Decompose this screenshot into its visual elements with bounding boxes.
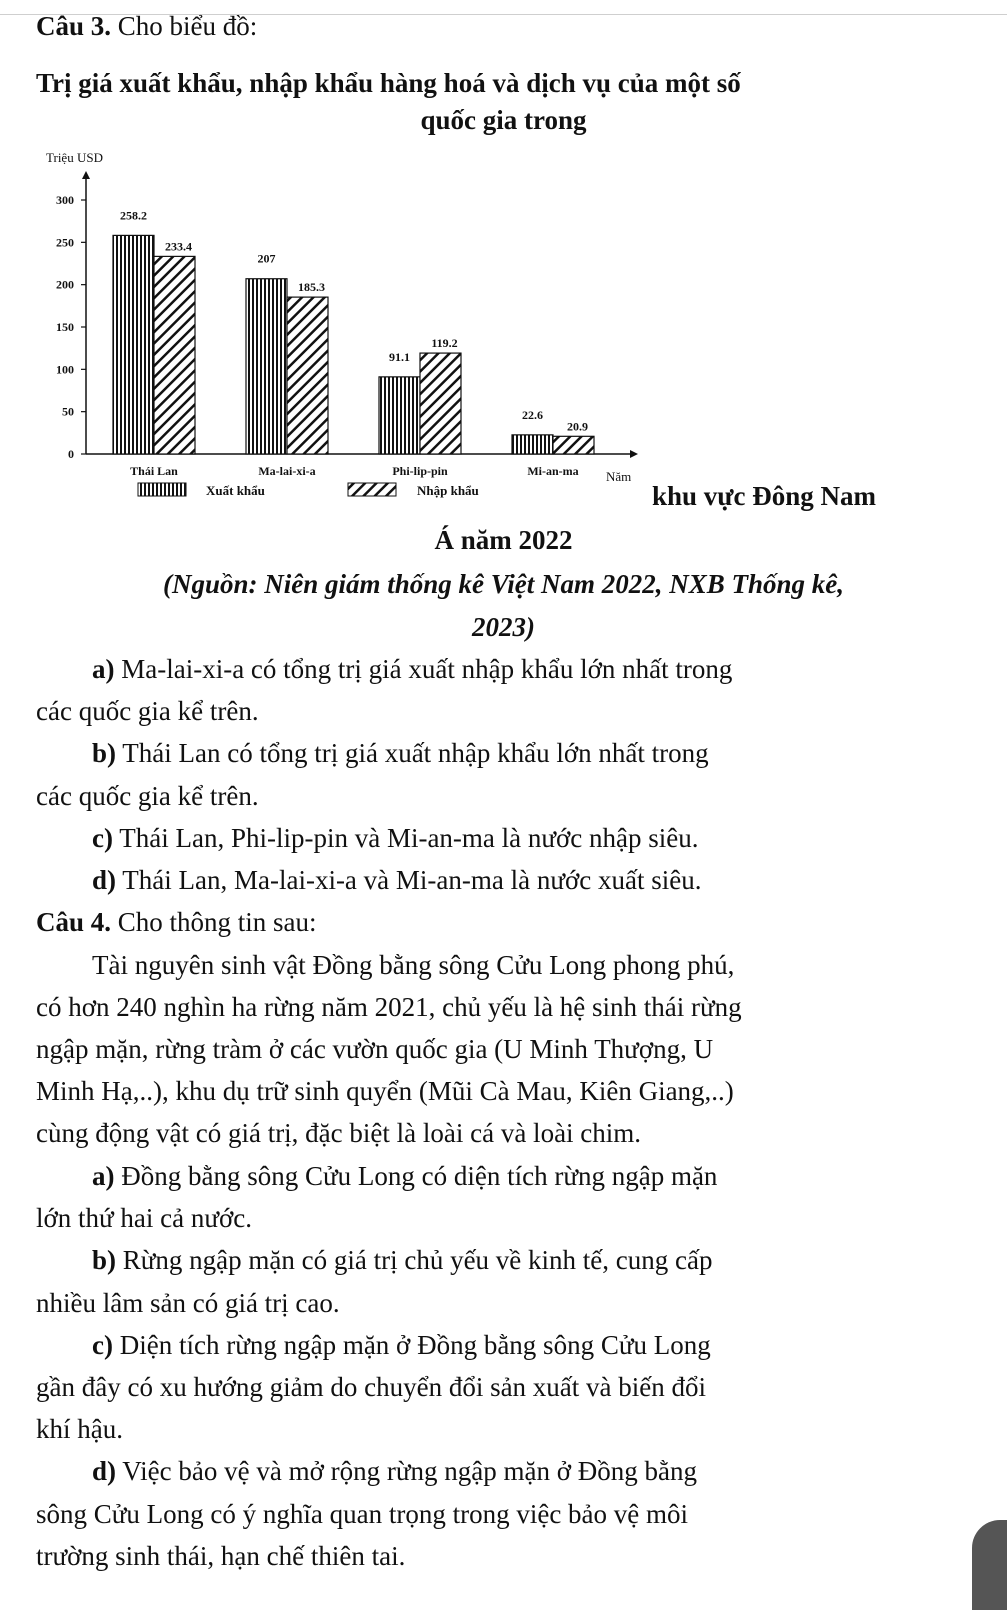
q4-d-label: d) xyxy=(92,1456,117,1486)
bar-value-label: 20.9 xyxy=(567,419,588,434)
q4-option-d-cont-2: trường sinh thái, hạn chế thiên tai. xyxy=(36,1541,406,1571)
source-line-1: (Nguồn: Niên giám thống kê Việt Nam 2022, NXB Thống kê, xyxy=(162,569,845,599)
q3-option-b-cont: các quốc gia kể trên. xyxy=(36,781,259,811)
q4-option-d-cont-1: sông Cửu Long có ý nghĩa quan trọng trong việc bảo vệ môi xyxy=(36,1499,689,1529)
q3-a-label: a) xyxy=(92,654,115,684)
page-corner-shadow xyxy=(972,1520,1007,1610)
chart-title-line-2: quốc gia trong xyxy=(420,105,587,135)
q3-option-c xyxy=(92,822,699,854)
legend-swatch-xuat-khau xyxy=(138,483,186,496)
bar-value-label: 119.2 xyxy=(431,336,458,351)
q4-a-text: Đồng bằng sông Cửu Long có diện tích rừng ngập mặn xyxy=(114,1161,718,1191)
q4-heading xyxy=(36,906,317,938)
y-tick-label: 100 xyxy=(56,362,74,377)
source-line-2: 2023) xyxy=(472,612,535,642)
y-tick-label: 250 xyxy=(56,235,74,250)
bar-nhap-khau xyxy=(420,353,461,454)
q4-option-d xyxy=(92,1455,697,1487)
q4-option-c-cont-2: khí hậu. xyxy=(36,1414,123,1444)
q3-a-text: Ma-lai-xi-a có tổng trị giá xuất nhập khẩu lớn nhất trong xyxy=(114,654,733,684)
bar-xuat-khau xyxy=(379,377,420,454)
x-category-label: Ma-lai-xi-a xyxy=(258,464,316,478)
y-tick-label: 150 xyxy=(56,320,74,334)
q3-option-d xyxy=(92,864,701,896)
q4-paragraph-line-1: Tài nguyên sinh vật Đồng bằng sông Cửu Long phong phú, xyxy=(92,950,735,980)
legend-label-nhap-khau: Nhập khẩu xyxy=(417,483,479,498)
q4-d-text: Việc bảo vệ và mở rộng rừng ngập mặn ở Đồng bằng xyxy=(116,1456,697,1486)
q4-paragraph-line-2: có hơn 240 nghìn ha rừng năm 2021, chủ yếu là hệ sinh thái rừng xyxy=(36,992,742,1022)
q4-option-b-cont: nhiều lâm sản có giá trị cao. xyxy=(36,1288,340,1318)
q4-label: Câu 4. xyxy=(36,907,112,937)
y-tick-label: 300 xyxy=(56,193,74,207)
legend-swatch-nhap-khau xyxy=(348,483,396,496)
y-tick-label: 50 xyxy=(62,404,74,419)
q4-c-label: c) xyxy=(92,1330,113,1360)
q4-option-c xyxy=(92,1329,711,1361)
chart-title-line-1: Trị giá xuất khẩu, nhập khẩu hàng hoá và dịch vụ của một số xyxy=(36,68,741,98)
bar-nhap-khau xyxy=(154,256,195,454)
q3-heading xyxy=(36,10,257,42)
y-tick-label: 200 xyxy=(56,277,74,292)
x-axis-arrow xyxy=(630,450,638,458)
q4-option-a-cont: lớn thứ hai cả nước. xyxy=(36,1203,253,1233)
x-axis-label: Năm xyxy=(606,469,632,484)
y-tick-label: 0 xyxy=(68,447,74,461)
bar-nhap-khau xyxy=(553,436,594,454)
q4-option-b xyxy=(92,1244,712,1276)
chart-title-line-3: khu vực Đông Nam xyxy=(652,481,876,511)
x-category-label: Mi-an-ma xyxy=(527,464,579,478)
q4-option-c-cont-1: gần đây có xu hướng giảm do chuyển đổi sản xuất và biến đổi xyxy=(36,1372,707,1402)
q4-c-text: Diện tích rừng ngập mặn ở Đồng bằng sông Cửu Long xyxy=(112,1330,711,1360)
q3-d-label: d) xyxy=(92,865,117,895)
q4-b-label: b) xyxy=(92,1245,117,1275)
q3-option-a xyxy=(92,653,732,685)
q3-intro: Cho biểu đồ: xyxy=(111,11,258,41)
q4-b-text: Rừng ngập mặn có giá trị chủ yếu về kinh tế, cung cấp xyxy=(116,1245,713,1275)
bar-value-label: 185.3 xyxy=(298,280,325,295)
q4-a-label: a) xyxy=(92,1161,115,1191)
bar-value-label: 258.2 xyxy=(120,208,147,223)
bar-xuat-khau xyxy=(512,435,553,454)
x-category-label: Phi-lip-pin xyxy=(392,464,448,478)
q3-c-text: Thái Lan, Phi-lip-pin và Mi-an-ma là nước nhập siêu. xyxy=(112,823,699,853)
q3-b-text: Thái Lan có tổng trị giá xuất nhập khẩu lớn nhất trong xyxy=(116,738,709,768)
q3-c-label: c) xyxy=(92,823,113,853)
q3-b-label: b) xyxy=(92,738,117,768)
q4-paragraph-line-4: Minh Hạ,..), khu dụ trữ sinh quyển (Mũi Cà Mau, Kiên Giang,..) xyxy=(36,1076,734,1106)
bar-xuat-khau xyxy=(246,279,287,454)
q4-option-a xyxy=(92,1160,717,1192)
bar-xuat-khau xyxy=(113,235,154,454)
bar-chart xyxy=(0,145,700,520)
bar-nhap-khau xyxy=(287,297,328,454)
q4-intro: Cho thông tin sau: xyxy=(111,907,317,937)
q4-paragraph-line-3: ngập mặn, rừng tràm ở các vườn quốc gia (U Minh Thượng, U xyxy=(36,1034,714,1064)
chart-title-line-4: Á năm 2022 xyxy=(434,525,573,555)
bar-value-label: 22.6 xyxy=(522,407,543,422)
q3-d-text: Thái Lan, Ma-lai-xi-a và Mi-an-ma là nước xuất siêu. xyxy=(116,865,702,895)
y-axis-label: Triệu USD xyxy=(46,150,103,165)
legend-label-xuat-khau: Xuất khẩu xyxy=(206,483,265,498)
q3-option-b xyxy=(92,737,709,769)
bar-value-label: 233.4 xyxy=(165,239,192,254)
q4-paragraph-line-5: cùng động vật có giá trị, đặc biệt là loài cá và loài chim. xyxy=(36,1118,642,1148)
q3-label: Câu 3. xyxy=(36,11,112,41)
bar-value-label: 207 xyxy=(257,251,276,266)
x-category-label: Thái Lan xyxy=(130,464,178,478)
q3-option-a-cont: các quốc gia kể trên. xyxy=(36,696,259,726)
bar-value-label: 91.1 xyxy=(389,349,410,364)
